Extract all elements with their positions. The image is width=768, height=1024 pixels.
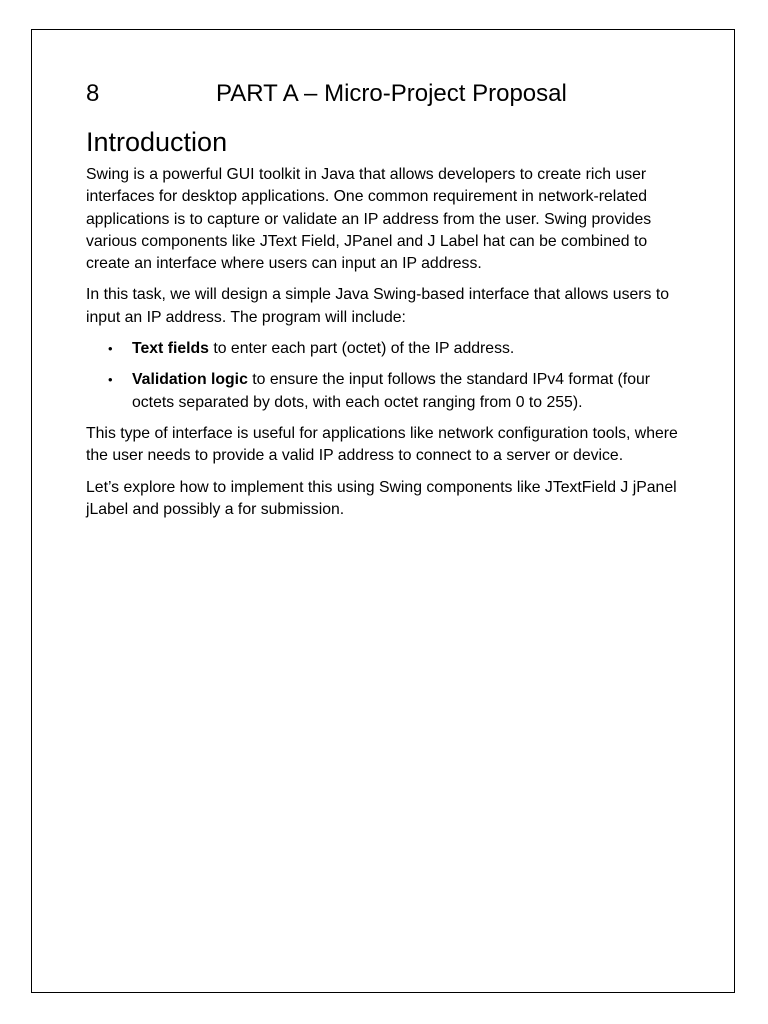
list-item [86, 338, 686, 360]
implementation-paragraph: Let’s explore how to implement this using Swing components like JTextField J jPanel jLabel and possibly a for submission. [86, 478, 677, 518]
bullet-icon: • [108, 372, 113, 388]
intro-paragraph: Swing is a powerful GUI toolkit in Java that allows developers to create rich user interfaces for desktop applications. One common requirement in network-related applications is to capture or validate an IP address from the user. Swing provides various components like JText Field, JPanel and J Label hat can be combined to create an interface where users can input an IP address. [86, 166, 652, 273]
list-item-text: to ensure the input follows the standard IPv4 format (four octets separated by dots, with each octet ranging from 0 to 255). [132, 371, 651, 411]
list-item-term: Text fields [132, 340, 209, 358]
bullet-icon: • [108, 341, 113, 357]
list-item-text: to enter each part (octet) of the IP address. [208, 340, 515, 358]
part-title: PART A – Micro-Project Proposal [216, 80, 567, 107]
list-item-term: Validation logic [132, 371, 248, 389]
page-number: 8 [86, 80, 100, 107]
use-case-paragraph: This type of interface is useful for applications like network configuration tools, where the user needs to provide a valid IP address to connect to a server or device. [86, 424, 678, 465]
list-item [86, 369, 686, 414]
page-header [86, 78, 686, 110]
section-heading: Introduction [86, 127, 228, 157]
document-body [86, 78, 686, 530]
feature-list [86, 338, 686, 414]
task-paragraph: In this task, we will design a simple Java Swing-based interface that allows users to input an IP address. The program will include: [86, 286, 670, 326]
